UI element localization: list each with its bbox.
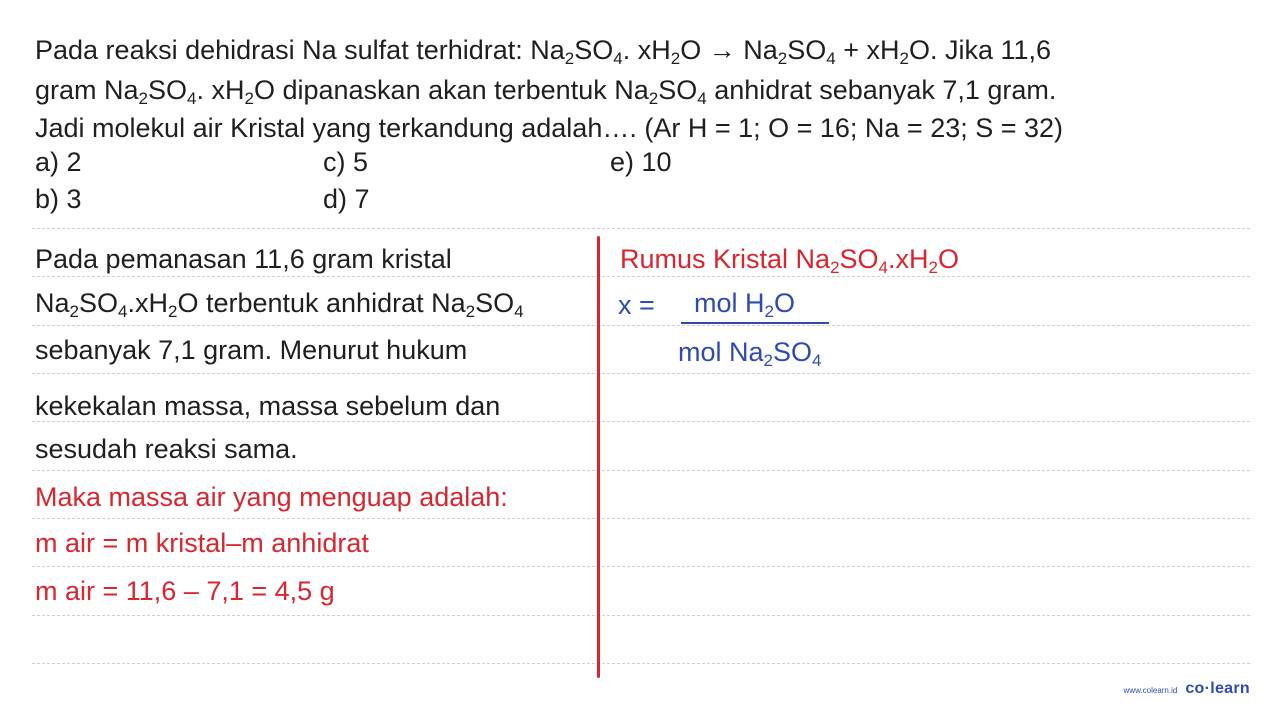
option-c: c) 5 — [323, 147, 369, 177]
colearn-logo: co·learn — [1185, 680, 1250, 697]
ruled-line — [32, 470, 1250, 471]
question-line-1: Pada reaksi dehidrasi Na sulfat terhidrat: $Na_2SO_4$. $xH_2O \to Na_2SO_4 + xH_2O$. Jika 11,6 — [35, 35, 1052, 68]
ruled-line — [32, 228, 1250, 229]
option-b: b) 3 — [35, 184, 82, 214]
ruled-line — [32, 276, 1250, 277]
option-a: a) 2 — [35, 147, 82, 177]
ruled-line — [32, 373, 1250, 374]
solution-line-8: m air = 11,6 – 7,1 = 4,5 g — [35, 576, 335, 606]
option-e: e) 10 — [610, 147, 672, 177]
solution-line-7: m air = m kristal–m anhidrat — [35, 528, 369, 558]
formula-title: Rumus Kristal $Na_2SO_4.xH_2O$ — [620, 244, 959, 277]
solution-line-3: sebanyak 7,1 gram. Menurut hukum — [35, 335, 468, 365]
question-line-2: gram $Na_2SO_4$. $xH_2O$ dipanaskan akan terbentuk $Na_2SO_4$ anhidrat sebanyak 7,1 gram. — [35, 75, 1057, 108]
solution-line-1: Pada pemanasan 11,6 gram kristal — [35, 244, 452, 274]
column-divider — [597, 236, 600, 678]
ruled-line — [32, 663, 1250, 664]
footer-branding — [1124, 680, 1250, 698]
question-line-3: Jadi molekul air Kristal yang terkandung adalah…. (Ar H = 1; O = 16; Na = 23; S = 32) — [35, 113, 1064, 143]
option-d: d) 7 — [323, 184, 370, 214]
ruled-line — [32, 566, 1250, 567]
solution-line-4: kekekalan massa, massa sebelum dan — [35, 391, 501, 421]
fraction-denominator: mol $Na_2SO_4$ — [678, 337, 822, 370]
fraction-bar — [681, 322, 829, 324]
x-equals-label: x = — [618, 290, 655, 320]
solution-line-5: sesudah reaksi sama. — [35, 434, 298, 464]
fraction-numerator: mol $H_2O$ — [694, 288, 795, 321]
solution-line-6: Maka massa air yang menguap adalah: — [35, 482, 508, 512]
solution-line-2: $Na_2SO_4.xH_2O$ terbentuk anhidrat $Na_2SO_4$ — [35, 288, 524, 321]
ruled-line — [32, 325, 1250, 326]
website-url: www.colearn.id — [1123, 686, 1178, 695]
ruled-line — [32, 615, 1250, 616]
ruled-line — [32, 518, 1250, 519]
